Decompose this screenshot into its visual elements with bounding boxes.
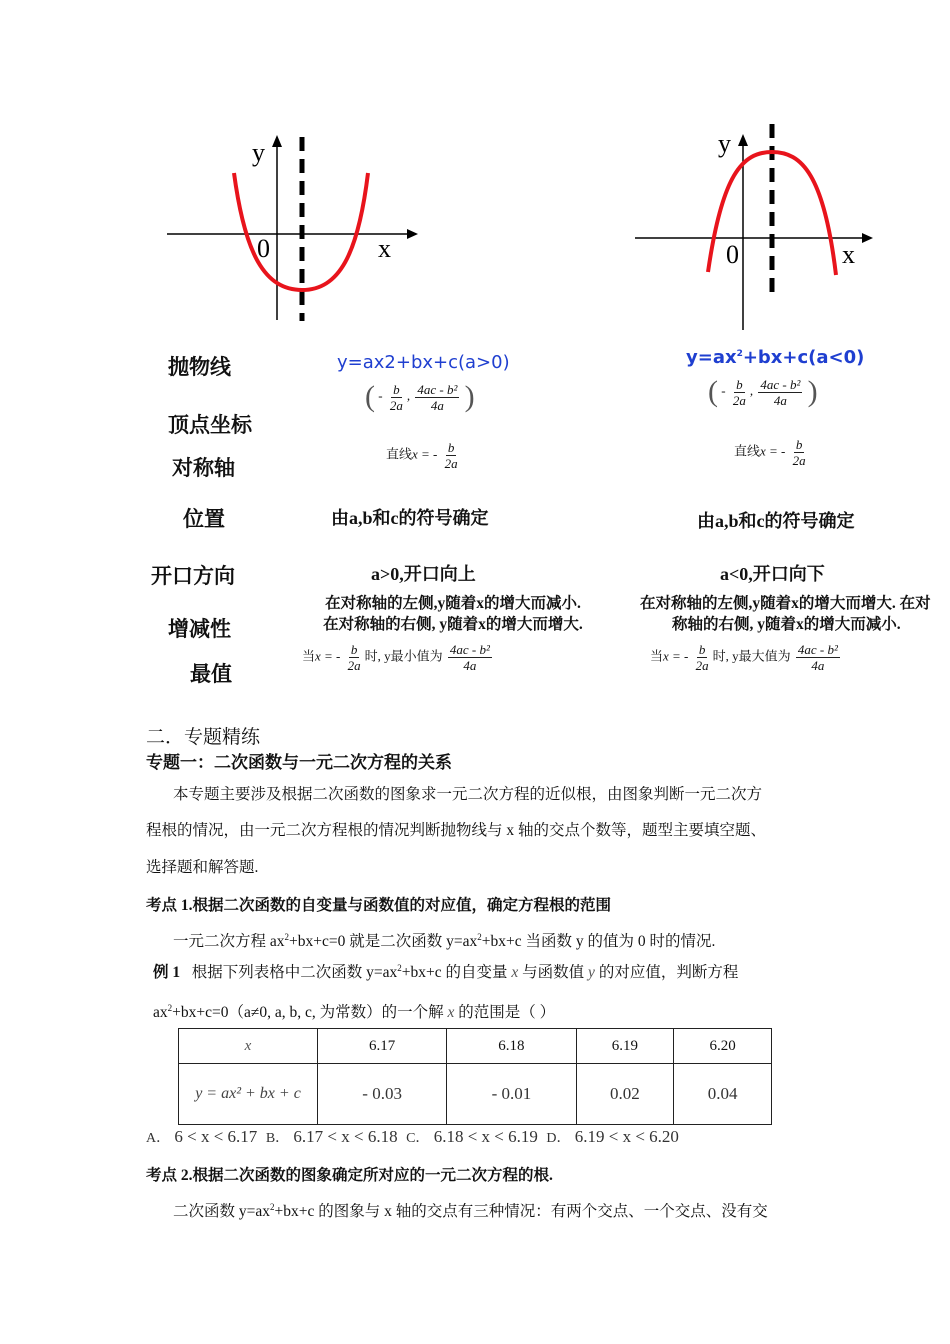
- right-formula: $y=ax^2+bx+c(a<0)$: [686, 347, 865, 368]
- y-axis-label: y: [718, 129, 731, 158]
- table-cell: - 0.01: [447, 1064, 576, 1125]
- option-d[interactable]: D． 6.19 < x < 6.20: [546, 1127, 679, 1146]
- table-cell: 0.04: [674, 1064, 772, 1125]
- kp1-text: 一元二次方程 $ax^2+bx+c=0$ 就是二次函数 $y=ax^2+bx+c$ 当函数 y 的值为 0 时的情况.: [173, 932, 716, 951]
- right-extremum-formula: 当x = - $\frac{b}{2a}$ 时, y最大值为 $\frac{\text{4ac - b²}}{4a}$: [650, 642, 838, 673]
- kp2-text: 二次函数 $y=ax^2+bx+c$ 的图象与 x 轴的交点有三种情况：有两个交点、一个交点、没有交: [173, 1202, 768, 1221]
- upward-parabola-graph: [150, 125, 430, 330]
- row-label-position: 位置: [183, 507, 225, 531]
- left-axis-formula: 直线x = - $\frac{b}{2a}$: [386, 440, 458, 471]
- kp1-title: 考点 1.根据二次函数的自变量与函数值的对应值，确定方程根的范围: [146, 897, 612, 914]
- row-label-axis: 对称轴: [172, 456, 235, 480]
- row-label-vertex: 顶点坐标: [168, 413, 252, 437]
- table-row: [179, 1064, 772, 1125]
- origin-label: 0: [257, 234, 270, 263]
- left-opening: a>0,开口向上: [371, 564, 476, 584]
- left-position: 由a,b和c的符号确定: [331, 508, 489, 528]
- y-axis-arrow: [738, 134, 748, 146]
- row-label-opening: 开口方向: [151, 564, 235, 588]
- table-cell: 6.17: [318, 1029, 447, 1064]
- right-axis-formula: 直线x = - $\frac{b}{2a}$: [734, 437, 806, 468]
- table-cell: y = ax² + bx + c: [179, 1064, 318, 1125]
- option-b[interactable]: B． 6.17 < x < 6.18: [265, 1127, 398, 1146]
- right-monotonicity: 在对称轴的左侧,y随着x的增大而增大. 在对 称轴的右侧, y随着x的增大而减小.: [640, 595, 931, 633]
- table-cell: x: [179, 1029, 318, 1064]
- example1-line1: 例 1 根据下列表格中二次函数 $y=ax^2+bx+c$ 的自变量 x 与函数值 y 的对应值，判断方程: [153, 963, 739, 982]
- intro-line1: 本专题主要涉及根据二次函数的图象求一元二次方程的近似根，由图象判断一元二次方: [173, 786, 763, 803]
- table-cell: 6.20: [674, 1029, 772, 1064]
- right-position: 由a,b和c的符号确定: [697, 511, 855, 531]
- section-title: 二．专题精练: [146, 727, 261, 748]
- table-cell: 6.19: [576, 1029, 674, 1064]
- left-vertex-coord: ( - $\frac{b}{2a}$ , $\frac{\text{4ac - b²}}{4a}$ ): [365, 380, 475, 413]
- option-c[interactable]: C． 6.18 < x < 6.19: [406, 1127, 538, 1146]
- left-extremum-formula: 当x = - $\frac{b}{2a}$ 时, y最小值为 $\frac{\text{4ac - b²}}{4a}$: [302, 642, 490, 673]
- x-axis-label: x: [842, 240, 855, 269]
- intro-line2: 程根的情况，由一元二次方程根的情况判断抛物线与 x 轴的交点个数等，题型主要填空题、: [146, 822, 767, 839]
- intro-line3: 选择题和解答题.: [146, 859, 259, 876]
- x-axis-arrow: [862, 233, 873, 243]
- table-cell: - 0.03: [318, 1064, 447, 1125]
- example1-line2: $ax^2+bx+c=0(a\ne 0$, a, b, c, 为常数）的一个解 x 的范围是（ ）: [153, 1003, 556, 1022]
- row-label-monotonicity: 增减性: [168, 617, 231, 641]
- downward-parabola-graph: [630, 120, 890, 335]
- table-cell: 0.02: [576, 1064, 674, 1125]
- right-opening: a<0,开口向下: [720, 564, 825, 584]
- topic1-title: 专题一：二次函数与一元二次方程的关系: [146, 753, 452, 772]
- value-table: [178, 1028, 772, 1125]
- y-axis-arrow: [272, 135, 282, 147]
- option-a[interactable]: A． 6 < x < 6.17: [146, 1127, 258, 1146]
- x-axis-label: x: [378, 234, 391, 263]
- table-cell: 6.18: [447, 1029, 576, 1064]
- x-axis-arrow: [407, 229, 418, 239]
- origin-label: 0: [726, 240, 739, 269]
- answer-options: [146, 1127, 679, 1147]
- row-label-parabola: 抛物线: [168, 355, 231, 379]
- left-monotonicity: 在对称轴的左侧,y随着x的增大而减小. 在对称轴的右侧, y随着x的增大而增大.: [323, 595, 583, 633]
- left-formula: y=ax2+bx+c(a>0): [337, 352, 510, 373]
- row-label-extremum: 最值: [190, 662, 232, 686]
- kp2-title: 考点 2.根据二次函数的图象确定所对应的一元二次方程的根.: [146, 1167, 553, 1184]
- right-vertex-coord: ( - $\frac{b}{2a}$ , $\frac{\text{4ac - b²}}{4a}$ ): [708, 375, 818, 408]
- table-header-row: [179, 1029, 772, 1064]
- y-axis-label: y: [252, 138, 265, 167]
